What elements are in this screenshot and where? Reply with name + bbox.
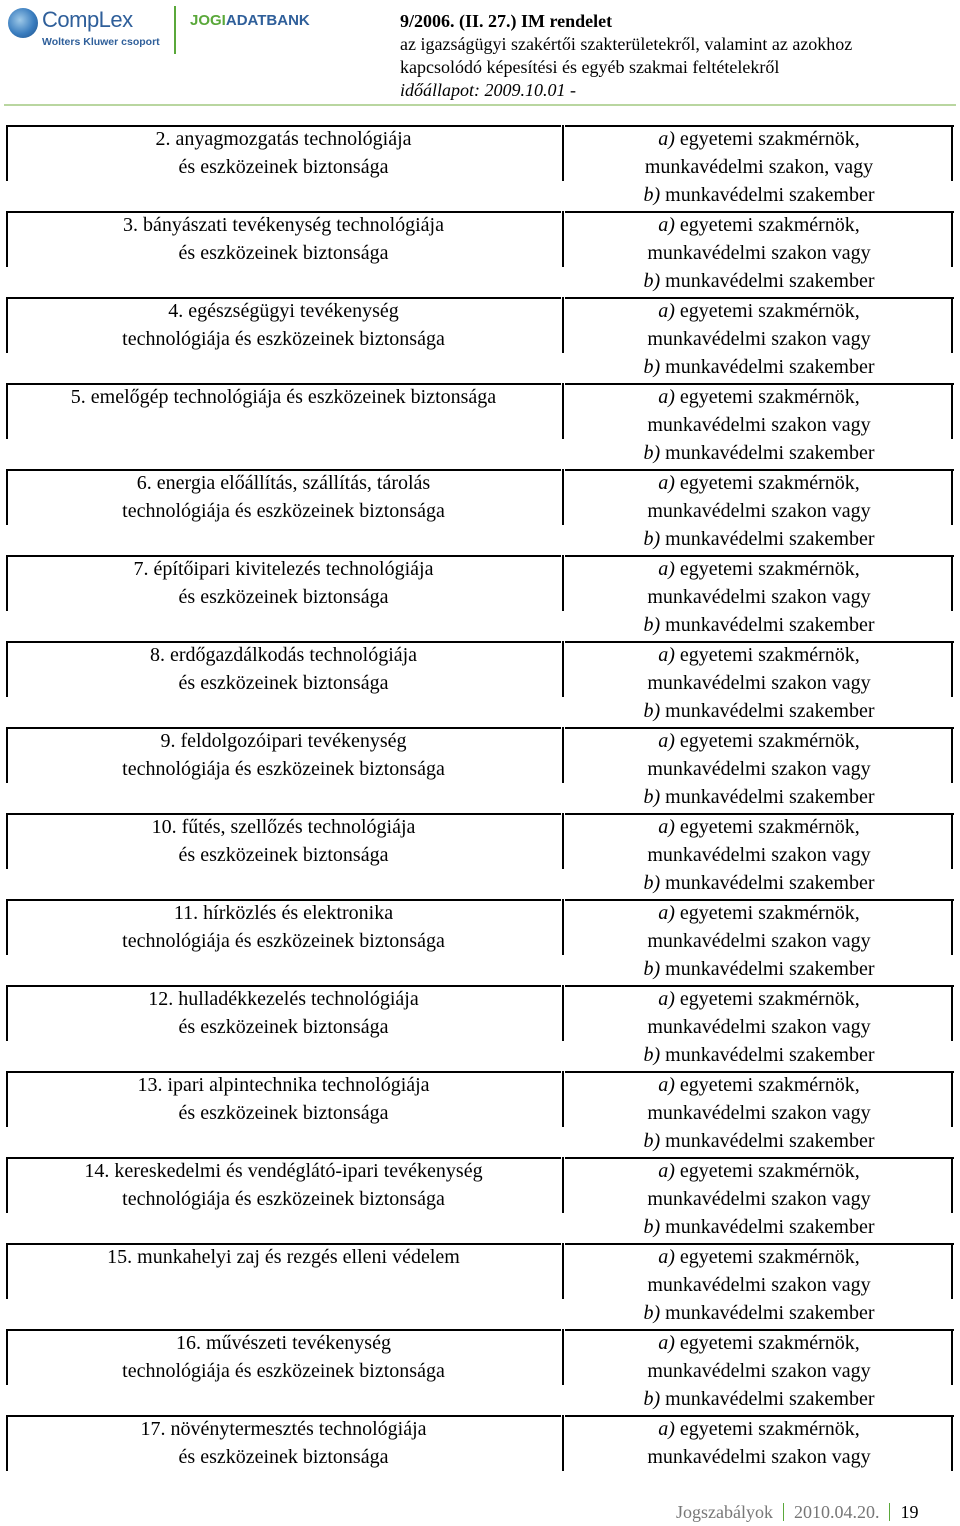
cell-right-border <box>951 899 953 955</box>
cell-right-border <box>951 125 953 181</box>
specialty-cell <box>6 899 561 955</box>
cell-left-border <box>562 1243 564 1299</box>
cell-right-border <box>951 1071 953 1127</box>
qualification-specialization: munkavédelmi szakon vagy <box>647 1188 871 1210</box>
qualification-option-b <box>565 181 953 209</box>
option-b-text: munkavédelmi szakember <box>660 356 875 378</box>
cell-top-border <box>6 1329 561 1331</box>
qualification-option-b <box>565 1213 953 1241</box>
option-a-text: egyetemi szakmérnök, <box>674 300 860 322</box>
option-b-marker: b) <box>643 614 661 636</box>
option-b-text: munkavédelmi szakember <box>660 270 875 292</box>
cell-left-border <box>562 641 564 697</box>
qualification-cell <box>565 1243 953 1327</box>
option-a-text: egyetemi szakmérnök, <box>674 1074 860 1096</box>
cell-top-border <box>565 383 954 385</box>
cell-top-border <box>6 383 561 385</box>
cell-top-border <box>565 985 954 987</box>
cell-right-border <box>951 727 953 783</box>
cell-right-border <box>951 813 953 869</box>
qualification-cell <box>565 1415 953 1471</box>
qualification-option-a <box>565 1071 953 1099</box>
option-b-text: munkavédelmi szakember <box>660 528 875 550</box>
option-b-text: munkavédelmi szakember <box>660 1388 875 1410</box>
qualification-specialization: munkavédelmi szakon vagy <box>647 758 871 780</box>
specialty-text: és eszközeinek biztonsága <box>178 844 389 866</box>
cell-left-border <box>562 469 564 525</box>
option-b-text: munkavédelmi szakember <box>660 872 875 894</box>
qualification-option-b <box>565 869 953 897</box>
cell-left-border <box>562 211 564 267</box>
option-a-marker: a) <box>658 472 675 494</box>
option-a-text: egyetemi szakmérnök, <box>674 558 860 580</box>
qualification-option-a <box>565 555 953 583</box>
cell-top-border <box>6 125 561 127</box>
cell-left-border <box>562 813 564 869</box>
qualification-specialization: munkavédelmi szakon, vagy <box>644 156 874 178</box>
cell-right-border <box>951 985 953 1041</box>
qualification-option-a <box>565 641 953 669</box>
option-b-marker: b) <box>643 184 661 206</box>
qualification-option-b <box>565 439 953 467</box>
cell-left-border <box>6 1415 8 1471</box>
regulation-subtitle-line-1: az igazságügyi szakértői szakterületekről, valamint az azokhoz <box>400 34 853 54</box>
cell-top-border <box>565 1415 954 1417</box>
option-a-marker: a) <box>658 644 675 666</box>
specialty-text: 8. erdőgazdálkodás technológiája <box>149 644 418 666</box>
option-b-marker: b) <box>643 270 661 292</box>
table-row <box>0 1329 960 1415</box>
option-b-marker: b) <box>643 442 661 464</box>
jogi-adatbank-logo <box>190 12 310 29</box>
cell-top-border <box>565 555 954 557</box>
cell-left-border <box>562 383 564 439</box>
cell-right-border <box>951 555 953 611</box>
option-a-text: egyetemi szakmérnök, <box>674 386 860 408</box>
qualification-option-b <box>565 697 953 725</box>
option-a-marker: a) <box>658 730 675 752</box>
specialty-text: technológiája és eszközeinek biztonsága <box>122 1360 445 1382</box>
cell-top-border <box>565 1243 954 1245</box>
qualification-cell <box>565 211 953 295</box>
document-heading <box>400 10 955 102</box>
table-row <box>0 813 960 899</box>
specialty-text: és eszközeinek biztonsága <box>178 586 389 608</box>
option-a-marker: a) <box>658 300 675 322</box>
option-a-marker: a) <box>658 128 675 150</box>
option-b-marker: b) <box>643 1302 661 1324</box>
option-b-marker: b) <box>643 1130 661 1152</box>
option-b-marker: b) <box>643 1388 661 1410</box>
specialty-text: 10. fűtés, szellőzés technológiája <box>151 816 416 838</box>
qualification-cell <box>565 1329 953 1413</box>
qualification-option-b <box>565 955 953 983</box>
cell-left-border <box>6 1157 8 1213</box>
option-a-text: egyetemi szakmérnök, <box>674 730 860 752</box>
qualification-specialization: munkavédelmi szakon vagy <box>647 930 871 952</box>
cell-top-border <box>6 1071 561 1073</box>
cell-left-border <box>562 125 564 181</box>
qualification-cell <box>565 641 953 725</box>
qualification-option-a <box>565 383 953 411</box>
specialty-cell <box>6 727 561 783</box>
qualification-option-b <box>565 1041 953 1069</box>
qualification-specialization: munkavédelmi szakon vagy <box>647 1102 871 1124</box>
qualification-option-b <box>565 783 953 811</box>
specialty-text: 2. anyagmozgatás technológiája <box>155 128 412 150</box>
qualification-cell <box>565 899 953 983</box>
option-a-text: egyetemi szakmérnök, <box>674 214 860 236</box>
regulation-subtitle-line-2: kapcsolódó képesítési és egyéb szakmai feltételekről <box>400 57 780 77</box>
specialty-text: technológiája és eszközeinek biztonsága <box>122 1188 445 1210</box>
option-a-marker: a) <box>658 1418 675 1440</box>
specialty-text: 5. emelőgép technológiája és eszközeinek biztonsága <box>70 386 497 408</box>
option-a-text: egyetemi szakmérnök, <box>674 472 860 494</box>
option-a-text: egyetemi szakmérnök, <box>674 1246 860 1268</box>
specialty-cell <box>6 297 561 353</box>
qualification-option-b <box>565 353 953 381</box>
option-b-marker: b) <box>643 872 661 894</box>
cell-left-border <box>6 469 8 525</box>
page-number: 19 <box>900 1502 919 1522</box>
cell-top-border <box>565 211 954 213</box>
option-a-text: egyetemi szakmérnök, <box>674 1332 860 1354</box>
jogi-logo-part-2: ADATBANK <box>225 12 310 29</box>
cell-right-border <box>951 383 953 439</box>
qualification-option-b <box>565 525 953 553</box>
option-b-marker: b) <box>643 700 661 722</box>
option-a-marker: a) <box>658 988 675 1010</box>
option-a-text: egyetemi szakmérnök, <box>674 988 860 1010</box>
specialty-text: és eszközeinek biztonsága <box>178 1446 389 1468</box>
qualification-cell <box>565 985 953 1069</box>
cell-left-border <box>6 555 8 611</box>
footer-source: Jogszabályok <box>676 1502 773 1522</box>
qualification-specialization: munkavédelmi szakon vagy <box>647 1360 871 1382</box>
cell-top-border <box>6 1415 561 1417</box>
specialty-text: és eszközeinek biztonsága <box>178 672 389 694</box>
cell-left-border <box>562 297 564 353</box>
option-b-marker: b) <box>643 958 661 980</box>
option-b-marker: b) <box>643 356 661 378</box>
cell-top-border <box>565 727 954 729</box>
option-a-marker: a) <box>658 214 675 236</box>
option-b-text: munkavédelmi szakember <box>660 614 875 636</box>
cell-left-border <box>6 383 8 439</box>
complex-globe-icon <box>8 8 38 38</box>
cell-top-border <box>6 1157 561 1159</box>
specialty-cell <box>6 1415 561 1471</box>
qualification-option-a <box>565 1415 953 1443</box>
option-b-marker: b) <box>643 1216 661 1238</box>
specialty-cell <box>6 985 561 1041</box>
specialty-text: 9. feldolgozóipari tevékenység <box>160 730 407 752</box>
cell-left-border <box>562 555 564 611</box>
option-b-text: munkavédelmi szakember <box>660 700 875 722</box>
qualification-option-a <box>565 125 953 153</box>
option-b-text: munkavédelmi szakember <box>660 1216 875 1238</box>
qualification-option-a <box>565 469 953 497</box>
option-a-marker: a) <box>658 558 675 580</box>
complex-logo-subtitle: Wolters Kluwer csoport <box>42 36 160 48</box>
qualification-option-a <box>565 1157 953 1185</box>
cell-right-border <box>951 1243 953 1299</box>
table-row <box>0 555 960 641</box>
table-row <box>0 383 960 469</box>
table-row <box>0 1415 960 1501</box>
qualification-cell <box>565 555 953 639</box>
specialty-text: 7. építőipari kivitelezés technológiája <box>133 558 434 580</box>
table-row <box>0 641 960 727</box>
page-header <box>0 0 960 110</box>
cell-top-border <box>6 1243 561 1245</box>
cell-left-border <box>6 211 8 267</box>
option-a-text: egyetemi szakmérnök, <box>674 816 860 838</box>
cell-right-border <box>951 1415 953 1471</box>
cell-top-border <box>6 555 561 557</box>
option-a-marker: a) <box>658 386 675 408</box>
cell-left-border <box>6 1071 8 1127</box>
qualification-option-b <box>565 1299 953 1327</box>
specialty-cell <box>6 555 561 611</box>
complex-logo <box>8 6 168 50</box>
qualification-option-b <box>565 611 953 639</box>
specialty-cell <box>6 211 561 267</box>
qualification-option-a <box>565 813 953 841</box>
cell-right-border <box>951 469 953 525</box>
effective-date: időállapot: 2009.10.01 - <box>400 80 576 100</box>
cell-left-border <box>6 899 8 955</box>
option-a-marker: a) <box>658 1160 675 1182</box>
specialty-text: és eszközeinek biztonsága <box>178 1102 389 1124</box>
qualification-option-a <box>565 1243 953 1271</box>
cell-top-border <box>565 1329 954 1331</box>
cell-left-border <box>6 1329 8 1385</box>
specialty-text: 16. művészeti tevékenység <box>176 1332 391 1354</box>
cell-top-border <box>565 1157 954 1159</box>
cell-left-border <box>562 899 564 955</box>
table-row <box>0 125 960 211</box>
cell-left-border <box>6 125 8 181</box>
specialty-cell <box>6 125 561 181</box>
cell-left-border <box>562 985 564 1041</box>
cell-top-border <box>6 469 561 471</box>
option-a-text: egyetemi szakmérnök, <box>674 1160 860 1182</box>
cell-left-border <box>6 813 8 869</box>
option-a-text: egyetemi szakmérnök, <box>674 128 860 150</box>
qualification-option-b <box>565 1385 953 1413</box>
specialty-text: 11. hírközlés és elektronika <box>173 902 394 924</box>
option-a-text: egyetemi szakmérnök, <box>674 1418 860 1440</box>
specialty-text: 17. növénytermesztés technológiája <box>140 1418 427 1440</box>
qualification-specialization: munkavédelmi szakon vagy <box>647 1274 871 1296</box>
qualification-specialization: munkavédelmi szakon vagy <box>647 586 871 608</box>
qualification-option-a <box>565 727 953 755</box>
cell-right-border <box>951 211 953 267</box>
specialty-text: 13. ipari alpintechnika technológiája <box>137 1074 430 1096</box>
cell-left-border <box>562 1415 564 1471</box>
option-a-marker: a) <box>658 1074 675 1096</box>
specialty-text: és eszközeinek biztonsága <box>178 1016 389 1038</box>
qualification-cell <box>565 297 953 381</box>
qualification-cell <box>565 1071 953 1155</box>
cell-top-border <box>6 641 561 643</box>
cell-left-border <box>6 1243 8 1299</box>
table-row <box>0 727 960 813</box>
table-row <box>0 297 960 383</box>
specialty-text: 4. egészségügyi tevékenység <box>168 300 399 322</box>
specialty-text: és eszközeinek biztonsága <box>178 242 389 264</box>
cell-left-border <box>6 641 8 697</box>
table-row <box>0 469 960 555</box>
cell-top-border <box>6 727 561 729</box>
footer-separator <box>889 1503 890 1521</box>
cell-top-border <box>6 985 561 987</box>
complex-logo-name: CompLex <box>42 7 133 32</box>
specialty-text: 3. bányászati tevékenység technológiája <box>123 214 444 236</box>
option-b-text: munkavédelmi szakember <box>660 958 875 980</box>
option-a-marker: a) <box>658 1246 675 1268</box>
header-divider <box>174 6 176 54</box>
option-b-text: munkavédelmi szakember <box>660 184 875 206</box>
jogi-logo-part-1: JOGI <box>190 12 226 29</box>
qualification-specialization: munkavédelmi szakon vagy <box>647 328 871 350</box>
option-a-marker: a) <box>658 816 675 838</box>
cell-left-border <box>6 985 8 1041</box>
cell-top-border <box>565 1071 954 1073</box>
qualification-cell <box>565 727 953 811</box>
qualification-option-a <box>565 1329 953 1357</box>
specialty-text: technológiája és eszközeinek biztonsága <box>122 500 445 522</box>
specialty-cell <box>6 1243 561 1271</box>
specialty-text: 12. hulladékkezelés technológiája <box>148 988 419 1010</box>
qualification-cell <box>565 813 953 897</box>
option-b-text: munkavédelmi szakember <box>660 442 875 464</box>
cell-top-border <box>6 813 561 815</box>
qualification-cell <box>565 1157 953 1241</box>
table-row <box>0 1157 960 1243</box>
table-row <box>0 899 960 985</box>
specialty-text: 6. energia előállítás, szállítás, tárolás <box>136 472 431 494</box>
cell-left-border <box>562 727 564 783</box>
cell-top-border <box>565 899 954 901</box>
option-b-marker: b) <box>643 1044 661 1066</box>
table-row <box>0 985 960 1071</box>
cell-right-border <box>951 641 953 697</box>
specialty-cell <box>6 641 561 697</box>
table-row <box>0 1243 960 1329</box>
regulation-title: 9/2006. (II. 27.) IM rendelet <box>400 11 613 31</box>
specialty-cell <box>6 469 561 525</box>
cell-left-border <box>562 1329 564 1385</box>
qualification-option-b <box>565 1127 953 1155</box>
specialty-cell <box>6 383 561 411</box>
option-b-text: munkavédelmi szakember <box>660 1044 875 1066</box>
header-rule <box>4 104 956 106</box>
option-a-marker: a) <box>658 1332 675 1354</box>
page-footer <box>676 1502 918 1523</box>
option-b-text: munkavédelmi szakember <box>660 1130 875 1152</box>
qualification-option-b <box>565 267 953 295</box>
cell-right-border <box>951 1329 953 1385</box>
qualification-option-a <box>565 985 953 1013</box>
specialty-text: technológiája és eszközeinek biztonsága <box>122 328 445 350</box>
qualification-specialization: munkavédelmi szakon vagy <box>647 242 871 264</box>
qualification-specialization: munkavédelmi szakon vagy <box>647 414 871 436</box>
qualification-specialization: munkavédelmi szakon vagy <box>647 500 871 522</box>
specialty-cell <box>6 1071 561 1127</box>
specialty-text: technológiája és eszközeinek biztonsága <box>122 930 445 952</box>
cell-top-border <box>565 641 954 643</box>
cell-left-border <box>6 727 8 783</box>
cell-top-border <box>6 899 561 901</box>
qualification-cell <box>565 469 953 553</box>
table-row <box>0 1071 960 1157</box>
cell-top-border <box>565 297 954 299</box>
specialty-text: és eszközeinek biztonsága <box>178 156 389 178</box>
qualification-option-a <box>565 297 953 325</box>
specialty-cell <box>6 1157 561 1213</box>
option-b-marker: b) <box>643 786 661 808</box>
cell-left-border <box>562 1157 564 1213</box>
specialty-cell <box>6 813 561 869</box>
cell-top-border <box>565 125 954 127</box>
cell-right-border <box>951 297 953 353</box>
table-row <box>0 211 960 297</box>
qualification-specialization: munkavédelmi szakon vagy <box>647 1446 871 1468</box>
qualification-cell <box>565 125 953 209</box>
footer-separator <box>783 1503 784 1521</box>
cell-top-border <box>6 211 561 213</box>
specialty-cell <box>6 1329 561 1385</box>
qualification-option-a <box>565 211 953 239</box>
cell-right-border <box>951 1157 953 1213</box>
qualification-specialization: munkavédelmi szakon vagy <box>647 844 871 866</box>
option-b-text: munkavédelmi szakember <box>660 786 875 808</box>
qualification-option-a <box>565 899 953 927</box>
cell-top-border <box>6 297 561 299</box>
option-a-marker: a) <box>658 902 675 924</box>
option-a-text: egyetemi szakmérnök, <box>674 644 860 666</box>
qualification-specialization: munkavédelmi szakon vagy <box>647 672 871 694</box>
cell-left-border <box>6 297 8 353</box>
specialty-text: 14. kereskedelmi és vendéglátó-ipari tevékenység <box>84 1160 483 1182</box>
footer-date: 2010.04.20. <box>793 1502 880 1522</box>
specialty-text: technológiája és eszközeinek biztonsága <box>122 758 445 780</box>
cell-top-border <box>565 813 954 815</box>
option-b-text: munkavédelmi szakember <box>660 1302 875 1324</box>
option-b-marker: b) <box>643 528 661 550</box>
cell-left-border <box>562 1071 564 1127</box>
option-a-text: egyetemi szakmérnök, <box>674 902 860 924</box>
specialty-text: 15. munkahelyi zaj és rezgés elleni védelem <box>107 1246 460 1268</box>
cell-top-border <box>565 469 954 471</box>
qualification-specialization: munkavédelmi szakon vagy <box>647 1016 871 1038</box>
qualification-cell <box>565 383 953 467</box>
